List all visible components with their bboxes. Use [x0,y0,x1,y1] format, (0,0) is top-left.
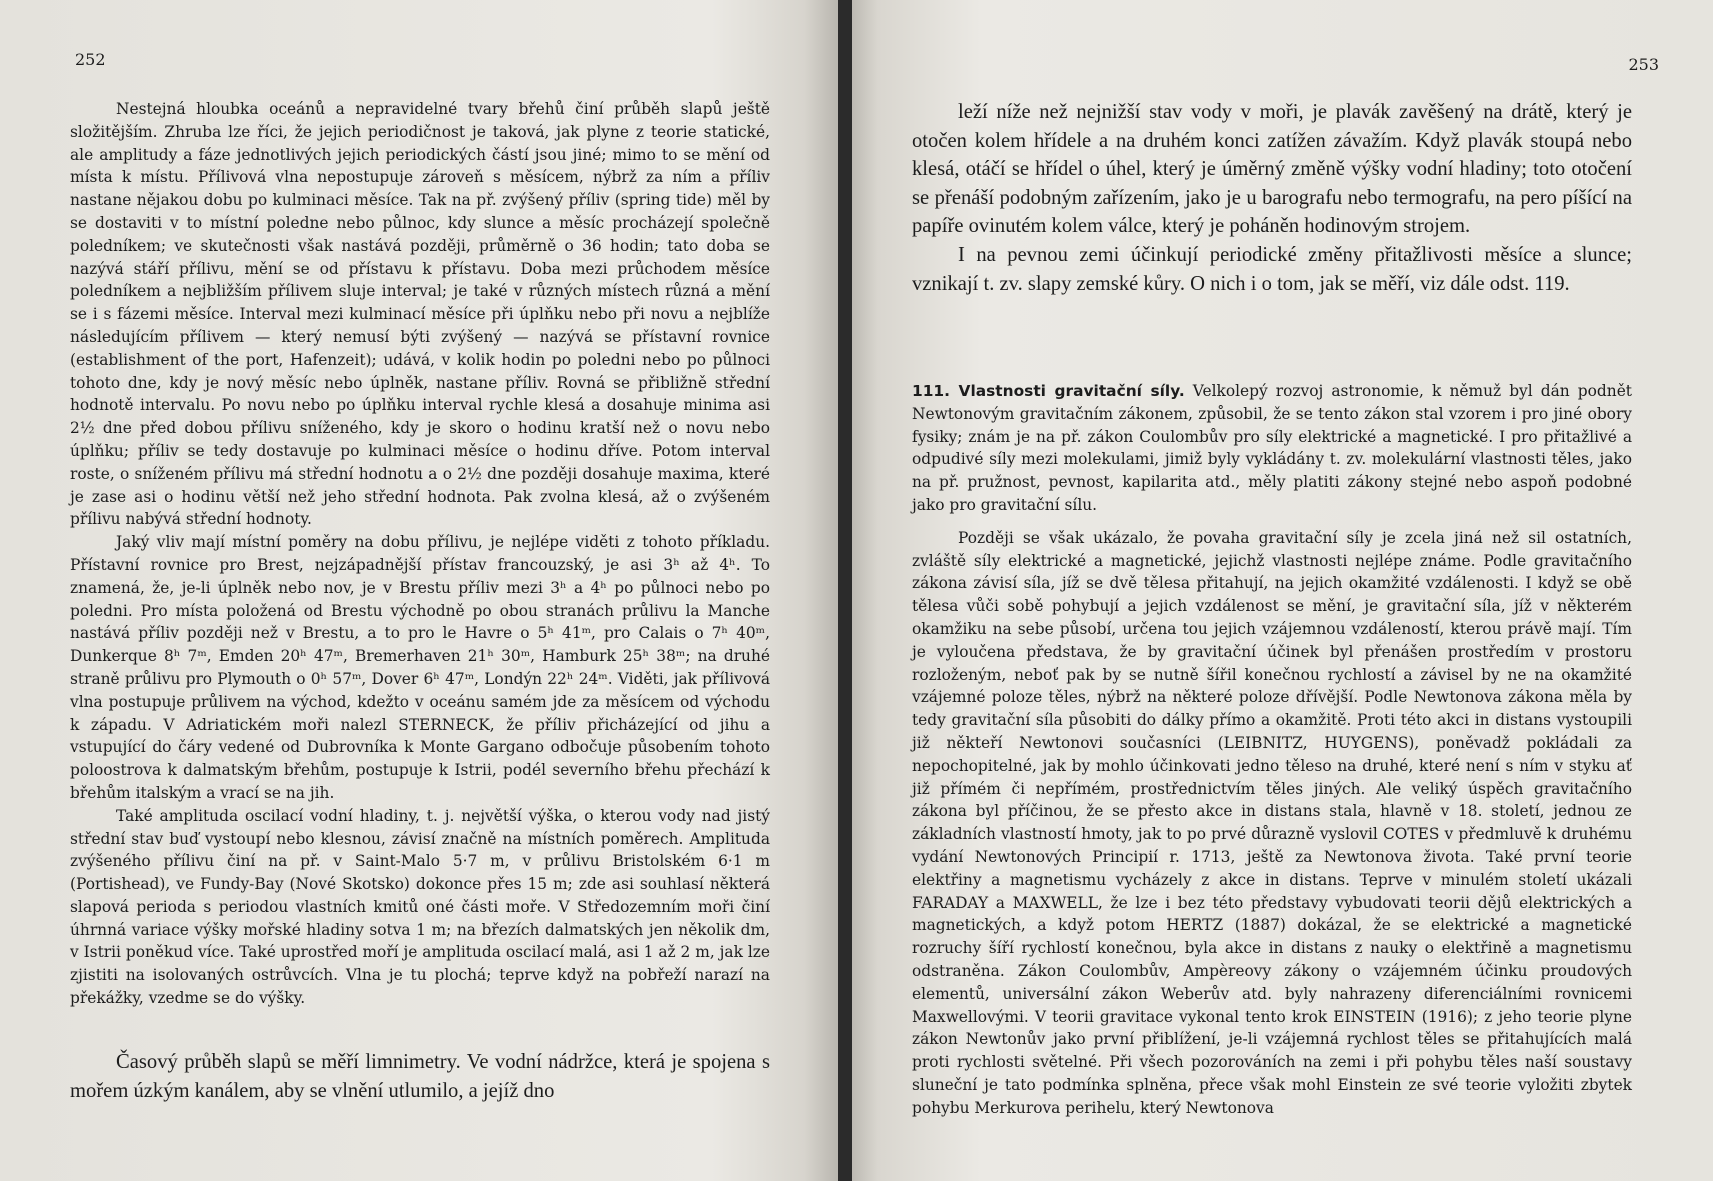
left-small-text [70,98,770,1010]
right-small-text [912,380,1632,1120]
right-large-text [912,98,1632,298]
paragraph: I na pevnou zemi účinkují periodické změny přitažlivosti měsíce a slunce; vznikají t. zv. slapy zemské kůry. O nich i o tom, jak se měří, viz dále odst. 119. [912,243,1632,295]
left-large-text [70,1048,770,1105]
paragraph-text: Velkolepý rozvoj astronomie, k němuž byl dán podnět Newtonovým gravitačním zákonem, způsobil, že se tento zákon stal vzorem i pro jiné obory fysiky; znám je na př. zákon Coulombův pro síly elektrické a magnetické. I pro přitažlivé a odpudivé síly mezi molekulami, jimiž byly vykládány t. zv. molekulární vlastnosti těles, jako na př. pružnost, pevnost, kapilarita atd., měly platiti zákony stejné nebo aspoň podobné jako pro gravitační sílu. [912,382,1632,514]
paragraph: Také amplituda oscilací vodní hladiny, t. j. největší výška, o kterou vody nad jistý střední stav buď vystoupí nebo klesnou, závisí značně na místních poměrech. Amplituda zvýšeného přílivu činí na př. v Saint-Malo 5·7 m, v průlivu Bristolském 6·1 m (Portishead), ve Fundy-Bay (Nové Skotsko) dokonce přes 15 m; zde asi souhlasí některá slapová perioda s periodou vlastních kmitů oné části moře. V Středozemním moři činí úhrnná variace výšky mořské hladiny sotva 1 m; na březích dalmatských jen několik dm, v Istrii poněkud více. Také uprostřed moří je amplituda oscilací malá, asi 1 až 2 m, jak lze zjistiti na isolovaných ostrůvcích. Vlna je tu plochá; teprve když na pobřeží narazí na překážky, vzedme se do výšky. [70,806,770,1008]
paragraph: Časový průběh slapů se měří limnimetry. Ve vodní nádržce, která je spojena s mořem úzkým kanálem, aby se vlnění utlumilo, a jejíž dno [70,1051,770,1102]
section-heading: 111. Vlastnosti gravitační síly. [912,382,1185,400]
page-number-right: 253 [1628,55,1659,74]
paragraph: Později se však ukázalo, že povaha gravitační síly je zcela jiná než sil ostatních, zvláště síly elektrické a magnetické, jejichž vlastnosti nejlépe známe. Podle gravitačního zákona závisí síla, jíž se dvě tělesa přitahují, na jejich okamžité vzdálenosti. I když se obě tělesa vůči sobě pohybují a jejich vzdálenost se mění, je gravitační síla, jíž v některém okamžiku na sebe působí, určena tou jejich vzájemnou vzdáleností, kterou právě mají. Tím je vyloučena představa, že by gravitační účinek byl přenášen prostředím v prostoru rozloženým, neboť pak by se nutně šířil konečnou rychlostí a závisel by ne na okamžité vzájemné poloze těles, nýbrž na některé poloze dřívější. Podle Newtonova zákona měla by tedy gravitační síla působiti do dálky přímo a okamžitě. Proti této akci in distans vystoupili již někteří Newtonovi současníci (LEIBNITZ, HUYGENS), poněvadž pokládali za nepochopitelné, jak by mohlo účinkovati jedno těleso na druhé, které není s ním v styku ať již přímém či nepřímém, prostřednictvím těles jiných. Ale veliký úspěch gravitačního zákona byl příčinou, že se přesto akce in distans stala, hlavně v 18. století, jednou ze základních vlastností hmoty, jak to po prvé důrazně vyslovil COTES v předmluvě k druhému vydání Newtonových Principií r. 1713, ještě za Newtonova života. Také první teorie elektřiny a magnetismu vycházely z akce in distans. Teprve v minulém století ukázali FARADAY a MAXWELL, že lze i bez této představy vybudovati teorii dějů elektrických a magnetických, a když potom HERTZ (1887) dokázal, že se elektrické a magnetické rozruchy šíří rychlostí konečnou, byla akce in distans z nauky o elektřině a magnetismu odstraněna. Zákon Coulombův, Ampèreovy zákony o vzájemném účinku proudových elementů, universální zákon Weberův atd. byly nahrazeny diferenciálními rovnicemi Maxwellovými. V teorii gravitace vykonal tento krok EINSTEIN (1916); z jeho teorie plyne zákon Newtonův jako první přiblížení, je-li vzájemná rychlost těles se přitahujících malá proti rychlosti světelné. Při všech pozorováních na zemi i při pohybu těles naší soustavy sluneční je tato podmínka splněna, přece však mohl Einstein ze své teorie vyložiti zbytek pohybu Merkurova perihelu, který Newtonova [912,528,1632,1117]
page-number-left: 252 [75,50,106,69]
paragraph: Jaký vliv mají místní poměry na dobu přílivu, je nejlépe viděti z tohoto příkladu. Přístavní rovnice pro Brest, nejzápadnější přístav francouzský, je asi 3ʰ až 4ʰ. To znamená, že, je-li úplněk nebo nov, je v Brestu příliv mezi 3ʰ a 4ʰ po půlnoci nebo po poledni. Pro místa položená od Brestu východně po obou stranách průlivu la Manche nastává příliv později než v Brestu, a to pro le Havre o 5ʰ 41ᵐ, pro Calais o 7ʰ 40ᵐ, Dunkerque 8ʰ 7ᵐ, Emden 20ʰ 47ᵐ, Bremerhaven 21ʰ 30ᵐ, Hamburk 25ʰ 38ᵐ; na druhé straně průlivu pro Plymouth o 0ʰ 57ᵐ, Dover 6ʰ 47ᵐ, Londýn 22ʰ 24ᵐ. Viděti, jak přílivová vlna postupuje průlivem na východ, kdežto v oceánu samém jde za měsícem od východu k západu. V Adriatickém moři nalezl STERNECK, že příliv přicházející od jihu a vstupující do čáry vedené od Dubrovníka k Monte Gargano odbočuje působením tohoto poloostrova k dalmatským břehům, postupuje k Istrii, podél severního břehu přechází k břehům italským a vrací se na jih. [70,533,770,802]
paragraph: Nestejná hloubka oceánů a nepravidelné tvary břehů činí průběh slapů ještě složitějším. Zhruba lze říci, že jejich periodičnost je taková, jak plyne z teorie statické, ale amplitudy a fáze jednotlivých jejich periodických částí jsou jiné; mimo to se mění od místa k místu. Přílivová vlna nepostupuje zároveň s měsícem, nýbrž za ním a příliv nastane nějakou dobu po kulminaci měsíce. Tak na př. zvýšený příliv (spring tide) měl by se dostaviti v to místní poledne nebo půlnoc, kdy slunce a měsíc procházejí společně poledníkem; ve skutečnosti však nastává později, průměrně o 36 hodin; tato doba se nazývá stáří přílivu, mění se od přístavu k přístavu. Doba mezi průchodem měsíce poledníkem a nejbližším přílivem sluje interval; je také v různých místech různá a mění se i s fázemi měsíce. Interval mezi kulminací měsíce při úplňku nebo při novu a nejblíže následujícím přílivem — který nemusí býti zvýšený — nazývá se přístavní rovnice (establishment of the port, Hafenzeit); udává, v kolik hodin po poledni nebo po půlnoci tohoto dne, kdy je nový měsíc nebo úplněk, nastane příliv. Rovná se přibližně střední hodnotě intervalu. Po novu nebo po úplňku interval rychle klesá a dosahuje minima asi 2½ dne před dobou přílivu sníženého, kdy je skoro o hodinu kratší než o novu nebo úplňku; příliv se tedy dostavuje po kulminaci měsíce o hodinu dříve. Potom interval roste, o sníženém přílivu má střední hodnotu a o 2½ dne později dosahuje maxima, které je zase asi o hodinu větší než jeho střední hodnota. Pak zvolna klesá, až o zvýšeném přílivu nabývá střední hodnoty. [70,100,770,529]
right-page [852,0,1713,1181]
paragraph: leží níže než nejnižší stav vody v moři, je plavák zavěšený na drátě, který je otočen kolem hřídele a na druhém konci zatížen závažím. Když plavák stoupá nebo klesá, otáčí se hřídel o úhel, který je úměrný změně výšky vodní hladiny; toto otočení se přenáší podobným zařízením, jako je u barografu nebo termografu, na pero píšící na papíře ovinutém kolem válce, který je poháněn hodinovým strojem. [912,101,1632,238]
left-page [0,0,838,1181]
